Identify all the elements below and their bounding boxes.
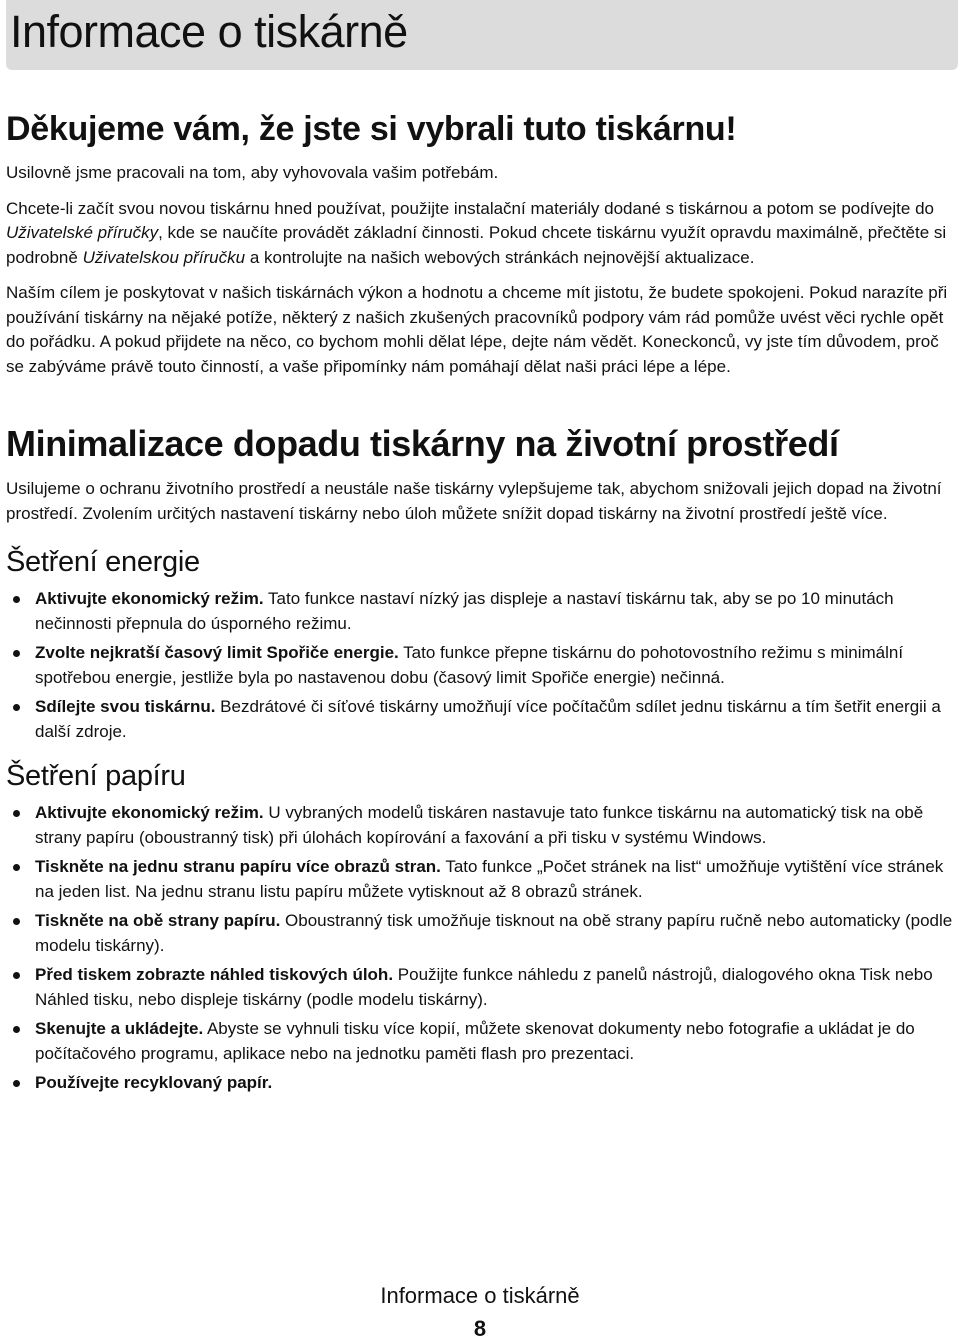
item-text: Tato funkce „Počet stránek na list“ umožňuje vytištění více stránek na jeden list. Na jednu stranu listu papíru můžete vytisknout až 8 obrazů stránek. (35, 857, 944, 901)
item-text: Oboustranný tisk umožňuje tisknout na obě strany papíru ručně nebo automaticky (podle modelu tiskárny). (35, 911, 953, 955)
thanks-paragraph-1: Usilovně jsme pracovali na tom, aby vyhovovala vašim potřebám. (6, 163, 499, 182)
item-lead: Tiskněte na jednu stranu papíru více obrazů stran. (35, 857, 441, 876)
thanks-p2-part-a: Chcete-li začít svou novou tiskárnu hned používat, použijte instalační materiály dodané s tiskárnou a potom se podívejte do (6, 198, 934, 218)
item-lead: Aktivujte ekonomický režim. (35, 589, 264, 608)
item-lead: Používejte recyklovaný papír. (35, 1073, 273, 1092)
list-item (6, 641, 956, 690)
thanks-heading: Děkujeme vám, že jste si vybrali tuto tiskárnu! (6, 110, 737, 148)
chapter-title-bar (6, 0, 958, 70)
bullet-icon (13, 972, 20, 979)
bullet-icon (13, 918, 20, 925)
bullet-icon (13, 650, 20, 657)
item-lead: Tiskněte na obě strany papíru. (35, 911, 281, 930)
environment-heading: Minimalizace dopadu tiskárny na životní prostředí (6, 423, 839, 464)
thanks-paragraph-2 (6, 197, 956, 271)
item-text: Abyste se vyhnuli tisku více kopií, můžete skenovat dokumenty nebo fotografie a ukládat je do počítačového programu, aplikace nebo na jednotku paměti flash pro prezentaci. (35, 1019, 915, 1063)
environment-intro: Usilujeme o ochranu životního prostředí a neustále naše tiskárny vylepšujeme tak, abychom snižovali jejich dopad na životní prostředí. Zvolením určitých nastavení tiskárny nebo úloh můžete snížit dopad tiskárny na životní prostředí ještě více. (6, 479, 942, 523)
paper-heading: Šetření papíru (6, 760, 186, 792)
list-item (6, 695, 956, 744)
page-content (6, 110, 956, 1101)
item-lead: Aktivujte ekonomický režim. (35, 803, 264, 822)
list-item (6, 855, 956, 904)
bullet-icon (13, 1080, 20, 1087)
item-lead: Sdílejte svou tiskárnu. (35, 697, 216, 716)
list-item (6, 1071, 956, 1096)
bullet-icon (13, 1026, 20, 1033)
bullet-icon (13, 704, 20, 711)
thanks-paragraph-3: Naším cílem je poskytovat v našich tiskárnách výkon a hodnotu a chceme mít jistotu, že budete spokojeni. Pokud narazíte při používání tiskárny na nějaké potíže, některý z našich zkušených pracovníků podpory vám rád pomůže uvést věci rychle opět do pořádku. A pokud přijdete na něco, co bychom mohli dělat lépe, dejte nám vědět. Koneckonců, vy jste tím důvodem, proč se zabýváme právě touto činností, a vaše připomínky nám pomáhají dělat naši práci lépe a lépe. (6, 283, 948, 376)
item-text: Použijte funkce náhledu z panelů nástrojů, dialogového okna Tisk nebo Náhled tisku, nebo displeje tiskárny (podle modelu tiskárny). (35, 965, 933, 1009)
item-lead: Zvolte nejkratší časový limit Spořiče energie. (35, 643, 399, 662)
item-lead: Skenujte a ukládejte. (35, 1019, 204, 1038)
energy-heading: Šetření energie (6, 546, 200, 578)
list-item (6, 587, 956, 636)
bullet-icon (13, 810, 20, 817)
item-text: Tato funkce přepne tiskárnu do pohotovostního režimu s minimální spotřebou energie, jestliže byla po nastavenou dobu (časový limit Spořiče energie) nečinná. (35, 643, 904, 687)
list-item (6, 963, 956, 1012)
list-item (6, 909, 956, 958)
chapter-title: Informace o tiskárně (10, 6, 408, 57)
item-lead: Před tiskem zobrazte náhled tiskových úloh. (35, 965, 394, 984)
thanks-p2-part-b: , kde se naučíte provádět základní činnosti. Pokud chcete tiskárnu využít opravdu maximálně, přečtěte si podrobně (6, 223, 947, 267)
bullet-icon (13, 596, 20, 603)
thanks-p2-part-c: a kontrolujte na našich webových stránkách nejnovější aktualizace. (245, 247, 755, 267)
paper-list (6, 801, 956, 1096)
user-guide-reference-2: Uživatelskou příručku (82, 247, 246, 267)
bullet-icon (13, 864, 20, 871)
item-text: U vybraných modelů tiskáren nastavuje tato funkce tiskárnu na automatický tisk na obě strany papíru (oboustranný tisk) při úlohách kopírování a faxování a při tisku v systému Windows. (35, 803, 924, 847)
energy-list (6, 587, 956, 744)
list-item (6, 1017, 956, 1066)
item-text: Tato funkce nastaví nízký jas displeje a nastaví tiskárnu tak, aby se po 10 minutách nečinnosti přepnula do úsporného režimu. (35, 589, 894, 633)
list-item (6, 801, 956, 850)
user-guide-reference: Uživatelské příručky (6, 223, 159, 242)
footer-chapter-title: Informace o tiskárně (380, 1283, 580, 1308)
page-number: 8 (473, 1316, 487, 1341)
item-text: Bezdrátové či síťové tiskárny umožňují více počítačům sdílet jednu tiskárnu a tím šetřit energii a další zdroje. (35, 697, 941, 741)
